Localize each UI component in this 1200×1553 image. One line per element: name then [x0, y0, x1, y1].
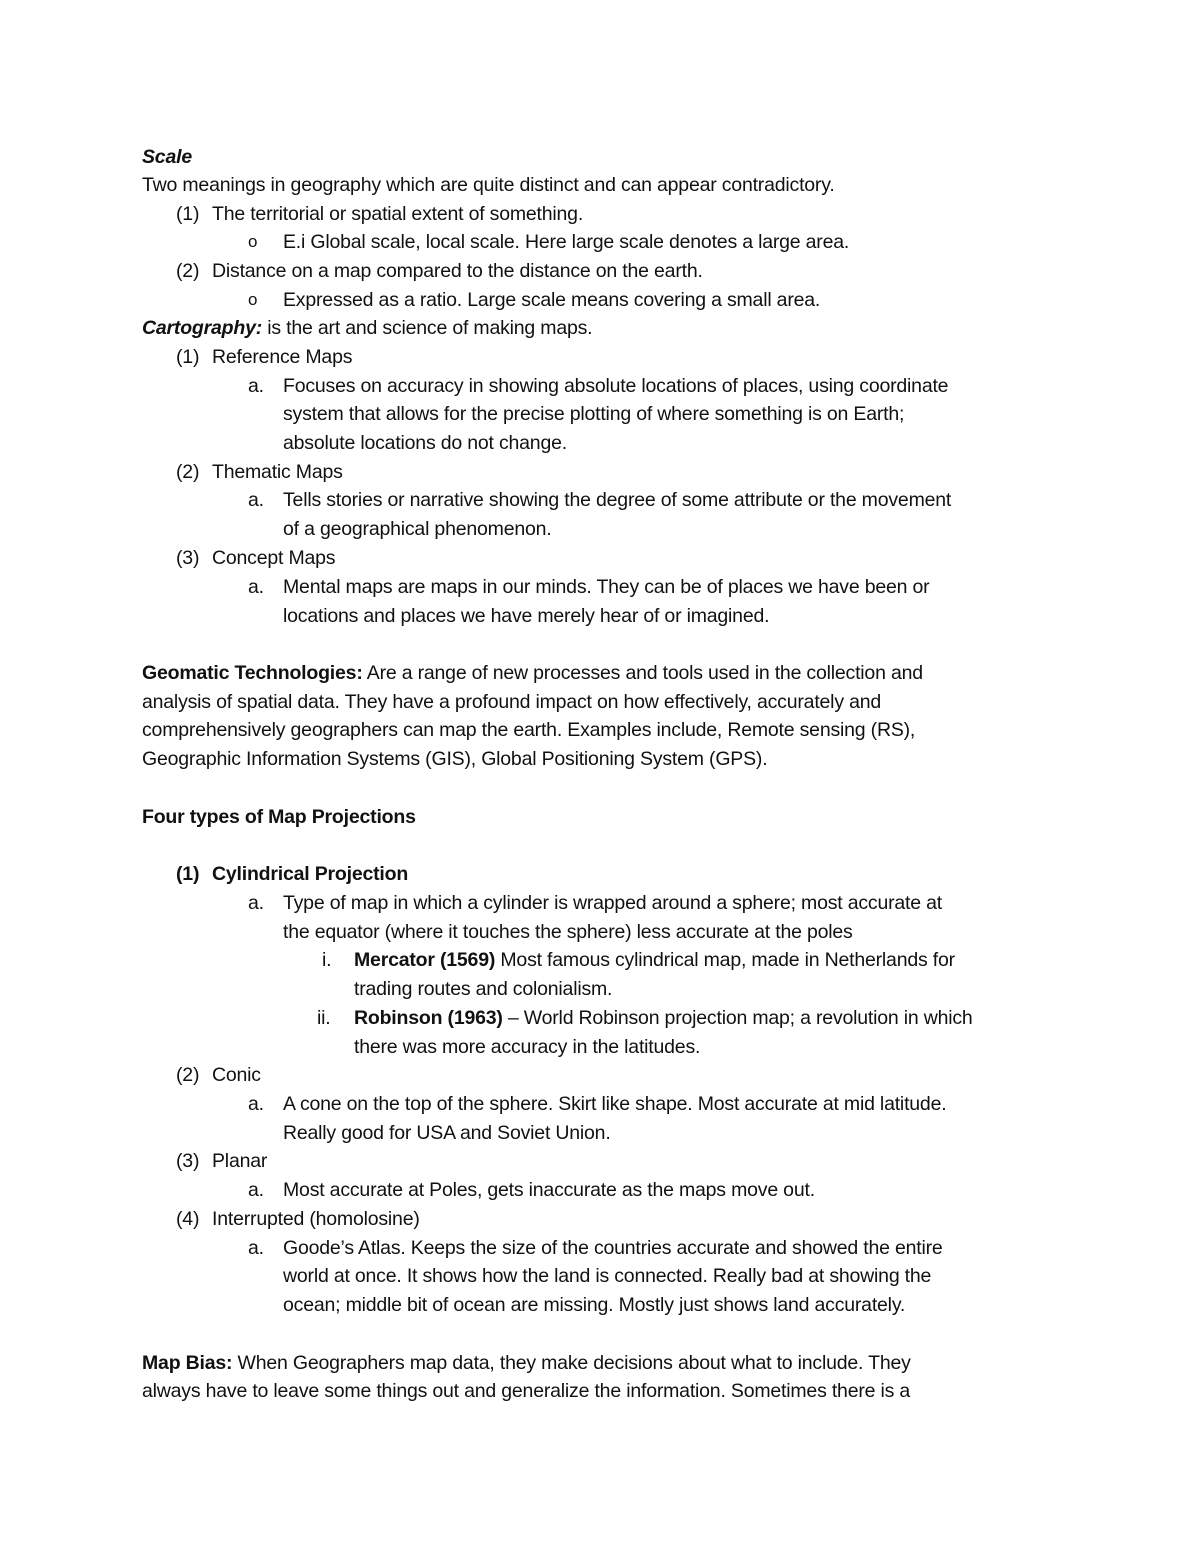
- list-item-line: locations and places we have merely hear of or imagined.: [283, 605, 770, 627]
- mapbias-term: Map Bias:: [142, 1352, 233, 1374]
- paragraph-text: Most famous cylindrical map, made in Netherlands for: [495, 949, 955, 971]
- geomatic-paragraph-line: analysis of spatial data. They have a profound impact on how effectively, accurately and: [142, 691, 882, 713]
- list-item-line: absolute locations do not change.: [283, 432, 567, 454]
- list-item: E.i Global scale, local scale. Here large scale denotes a large area.: [283, 231, 850, 253]
- list-marker: a.: [248, 375, 264, 397]
- list-item-line: Mental maps are maps in our minds. They can be of places we have been or: [283, 576, 930, 598]
- list-item-line: Really good for USA and Soviet Union.: [283, 1122, 611, 1144]
- list-marker: a.: [248, 1179, 264, 1201]
- list-marker: (1): [176, 203, 200, 225]
- paragraph-text: Are a range of new processes and tools used in the collection and: [362, 662, 923, 684]
- list-marker: (2): [176, 461, 200, 483]
- list-marker: a.: [248, 1093, 264, 1115]
- list-item: Interrupted (homolosine): [212, 1208, 420, 1230]
- scale-heading: Scale: [142, 146, 192, 168]
- list-item: The territorial or spatial extent of something.: [212, 203, 584, 225]
- list-item-line: world at once. It shows how the land is connected. Really bad at showing the: [283, 1265, 932, 1287]
- list-marker: (2): [176, 260, 200, 282]
- geomatic-paragraph-line: [142, 659, 923, 687]
- list-item: Conic: [212, 1064, 261, 1086]
- list-item-line: [354, 1004, 973, 1032]
- list-item: Concept Maps: [212, 547, 336, 569]
- list-marker: (1): [176, 863, 200, 885]
- list-item-line: Focuses on accuracy in showing absolute locations of places, using coordinate: [283, 375, 949, 397]
- mapbias-paragraph-line: always have to leave some things out and generalize the information. Sometimes there is a: [142, 1380, 911, 1402]
- list-marker: (1): [176, 346, 200, 368]
- list-item: Planar: [212, 1150, 268, 1172]
- cartography-term: Cartography:: [142, 317, 263, 339]
- bullet-marker: o: [248, 232, 258, 251]
- list-item-line: Most accurate at Poles, gets inaccurate as the maps move out.: [283, 1179, 815, 1201]
- list-item: Expressed as a ratio. Large scale means covering a small area.: [283, 289, 821, 311]
- list-item-line: of a geographical phenomenon.: [283, 518, 552, 540]
- list-item-line: Tells stories or narrative showing the degree of some attribute or the movement: [283, 489, 952, 511]
- list-item-line: A cone on the top of the sphere. Skirt like shape. Most accurate at mid latitude.: [283, 1093, 947, 1115]
- paragraph-text: – World Robinson projection map; a revolution in which: [502, 1007, 973, 1029]
- list-item-line: the equator (where it touches the sphere) less accurate at the poles: [283, 921, 853, 943]
- list-marker: (3): [176, 547, 200, 569]
- mapbias-paragraph-line: [142, 1349, 911, 1377]
- list-marker: (3): [176, 1150, 200, 1172]
- paragraph-text: When Geographers map data, they make decisions about what to include. They: [232, 1352, 911, 1374]
- list-item-line: ocean; middle bit of ocean are missing. Mostly just shows land accurately.: [283, 1294, 906, 1316]
- list-item: Thematic Maps: [212, 461, 343, 483]
- bullet-marker: o: [248, 290, 258, 309]
- list-marker: i.: [322, 949, 332, 971]
- list-item-line: system that allows for the precise plotting of where something is on Earth;: [283, 403, 905, 425]
- list-marker: ii.: [317, 1007, 331, 1029]
- list-item: Reference Maps: [212, 346, 353, 368]
- list-marker: a.: [248, 576, 264, 598]
- geomatic-paragraph-line: comprehensively geographers can map the earth. Examples include, Remote sensing (RS),: [142, 719, 916, 741]
- list-marker: (2): [176, 1064, 200, 1086]
- list-marker: a.: [248, 1237, 264, 1259]
- cartography-definition: is the art and science of making maps.: [262, 317, 593, 339]
- list-marker: (4): [176, 1208, 200, 1230]
- geomatic-term: Geomatic Technologies:: [142, 662, 363, 684]
- list-item-line: there was more accuracy in the latitudes.: [354, 1036, 701, 1058]
- list-item: Distance on a map compared to the distance on the earth.: [212, 260, 703, 282]
- geomatic-paragraph-line: Geographic Information Systems (GIS), Global Positioning System (GPS).: [142, 748, 768, 770]
- list-item-line: [354, 946, 955, 974]
- list-item: Cylindrical Projection: [212, 863, 409, 885]
- cartography-paragraph: [142, 314, 592, 342]
- scale-intro: Two meanings in geography which are quite distinct and can appear contradictory.: [142, 174, 835, 196]
- list-item-line: trading routes and colonialism.: [354, 978, 613, 1000]
- robinson-term: Robinson (1963): [354, 1007, 503, 1029]
- mercator-term: Mercator (1569): [354, 949, 496, 971]
- list-marker: a.: [248, 892, 264, 914]
- list-item-line: Type of map in which a cylinder is wrapped around a sphere; most accurate at: [283, 892, 942, 914]
- list-item-line: Goode’s Atlas. Keeps the size of the countries accurate and showed the entire: [283, 1237, 943, 1259]
- projections-heading: Four types of Map Projections: [142, 806, 416, 828]
- list-marker: a.: [248, 489, 264, 511]
